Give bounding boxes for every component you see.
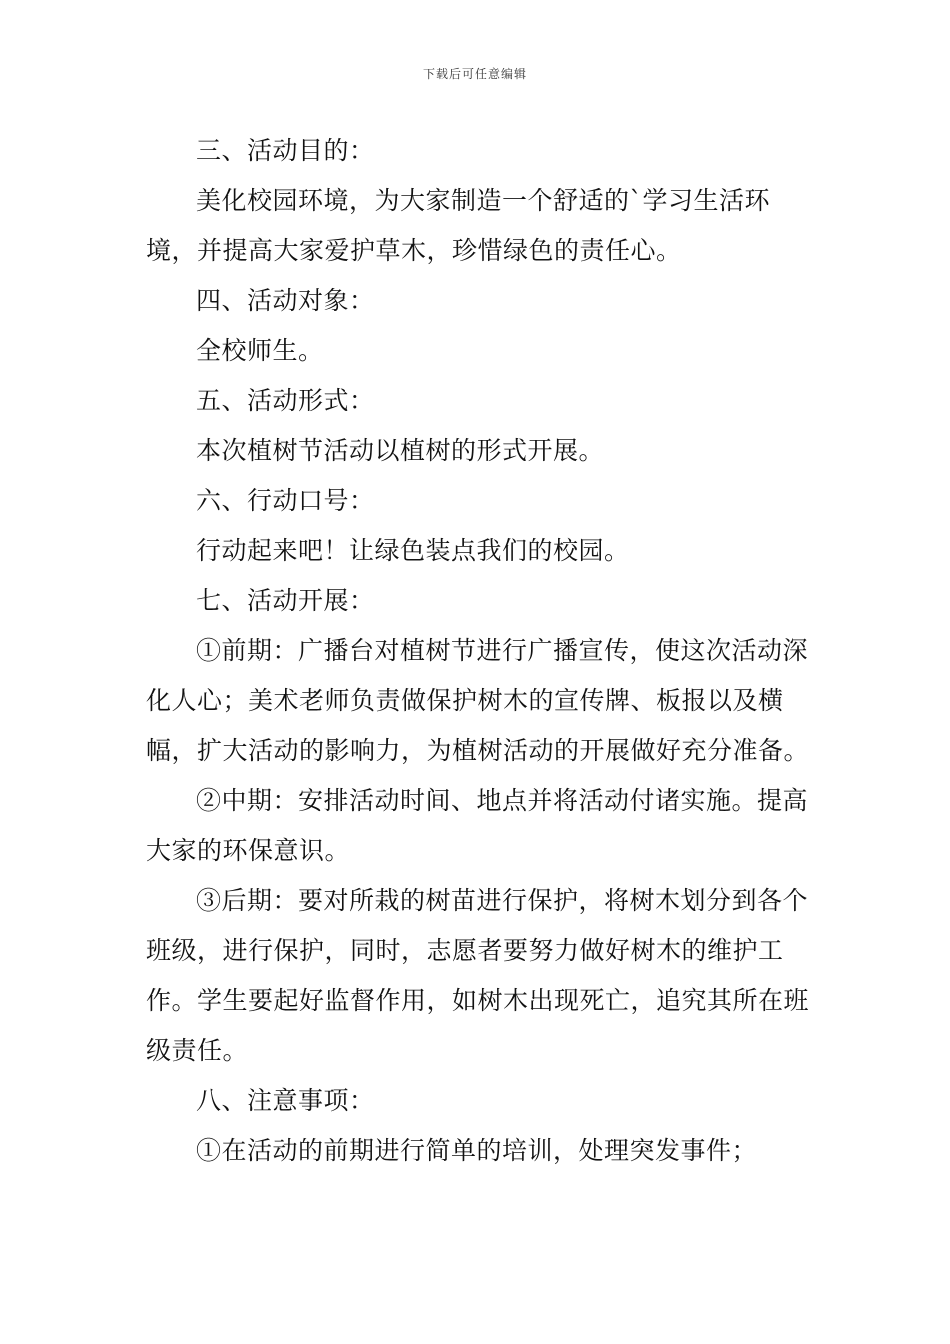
section-heading-purpose: 三、活动目的： [196,136,375,165]
document-body [146,126,816,1176]
paragraph-late-stage: ③后期：要对所栽的树苗进行保护，将树木划分到各个班级，进行保护，同时，志愿者要努力做好树木的维护工作。学生要起好监督作用，如树木出现死亡，追究其所在班级责任。 [146,886,810,1065]
section-heading-notes: 八、注意事项： [196,1086,375,1115]
paragraph-audience: 全校师生。 [196,336,324,365]
paragraph-slogan: 行动起来吧！让绿色装点我们的校园。 [196,536,630,565]
paragraph-format: 本次植树节活动以植树的形式开展。 [196,436,605,465]
section-heading-audience: 四、活动对象： [196,286,375,315]
paragraph-note-1: ①在活动的前期进行简单的培训，处理突发事件； [196,1136,758,1165]
paragraph-purpose: 美化校园环境，为大家制造一个舒适的`学习生活环境，并提高大家爱护草木，珍惜绿色的责任心。 [146,186,771,265]
page-header: 下载后可任意编辑 [422,67,527,81]
section-heading-slogan: 六、行动口号： [196,486,375,515]
paragraph-early-stage: ①前期：广播台对植树节进行广播宣传，使这次活动深化人心；美术老师负责做保护树木的宣传牌、板报以及横幅，扩大活动的影响力，为植树活动的开展做好充分准备。 [146,636,810,765]
paragraph-middle-stage: ②中期：安排活动时间、地点并将活动付诸实施。提高大家的环保意识。 [146,786,809,865]
section-heading-activities: 七、活动开展： [196,586,375,615]
section-heading-format: 五、活动形式： [196,386,375,415]
